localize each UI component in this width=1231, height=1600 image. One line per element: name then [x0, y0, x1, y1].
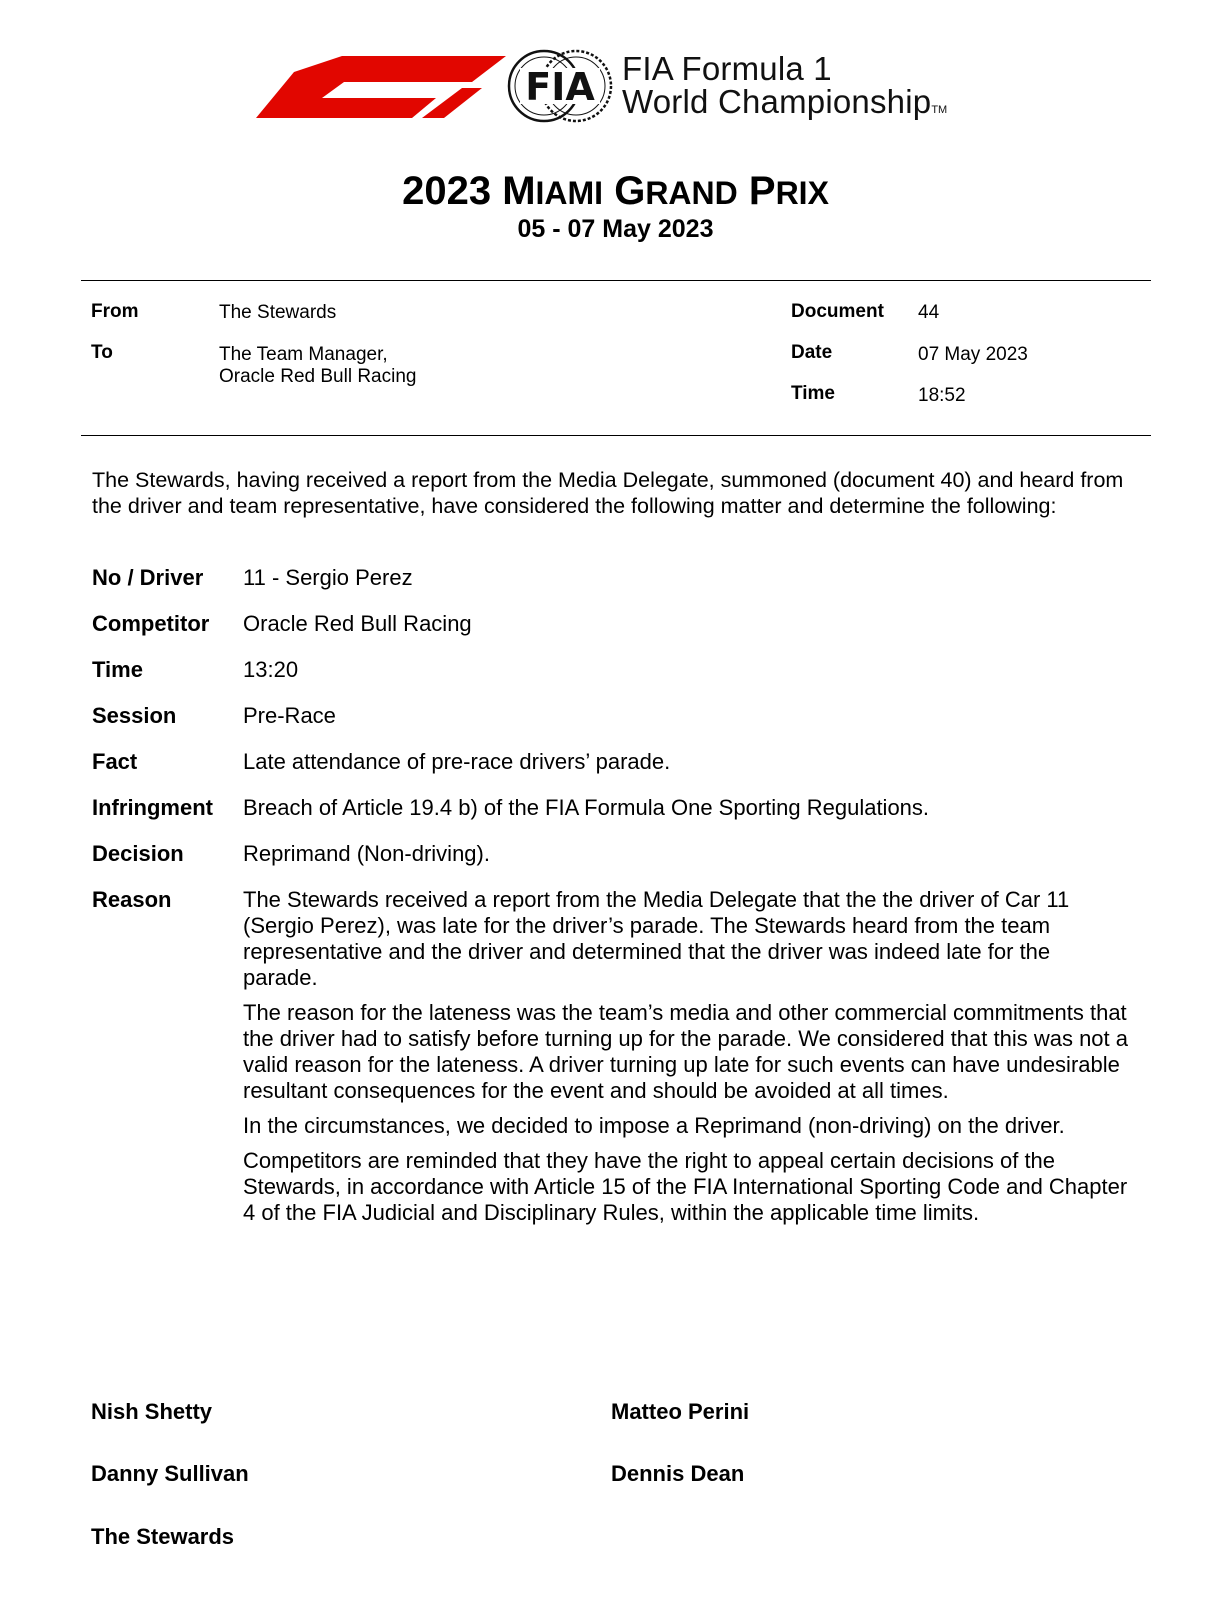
reason-paragraph: In the circumstances, we decided to impose a Reprimand (non-driving) on the driver.	[243, 1113, 1065, 1138]
time-value: 18:52	[918, 385, 966, 406]
decision-label: Decision	[92, 841, 184, 866]
divider-top	[81, 280, 1151, 281]
competitor-label: Competitor	[92, 611, 210, 636]
decision-value: Reprimand (Non-driving).	[243, 841, 490, 866]
steward-name: Matteo Perini	[611, 1399, 750, 1424]
session-value: Pre-Race	[243, 703, 336, 728]
fact-label: Fact	[92, 749, 138, 774]
driver-label: No / Driver	[92, 565, 204, 590]
date-label: Date	[791, 342, 833, 363]
time-label: Time	[791, 383, 836, 404]
f1-logo-icon	[256, 52, 506, 118]
competitor-value: Oracle Red Bull Racing	[243, 611, 472, 636]
championship-line1: FIA Formula 1	[622, 50, 832, 87]
to-value-line1: The Team Manager,	[219, 344, 388, 365]
svg-text:FIA: FIA	[525, 65, 595, 109]
session-label: Session	[92, 703, 177, 728]
from-label: From	[91, 301, 139, 322]
reason-paragraph: The reason for the lateness was the team’s media and other commercial commitments that the driver had to satisfy before turning up for the parade. We considered that this was not a valid reason for the lateness. A driver turning up late for such events can have undesirable resultant consequences for the event and should be avoided at all times.	[243, 1000, 1128, 1103]
signature-footer: The Stewards	[91, 1524, 235, 1549]
page-title: 2023 MIAMI GRAND PRIX	[402, 169, 829, 213]
infringement-value: Breach of Article 19.4 b) of the FIA Formula One Sporting Regulations.	[243, 795, 930, 820]
steward-name: Dennis Dean	[611, 1461, 745, 1486]
to-label: To	[91, 342, 113, 363]
infringement-label: Infringment	[92, 795, 213, 820]
incident-time-value: 13:20	[243, 657, 299, 682]
reason-text	[243, 887, 1128, 1235]
steward-name: Danny Sullivan	[91, 1461, 249, 1486]
trademark: TM	[931, 104, 948, 116]
steward-name: Nish Shetty	[91, 1399, 213, 1424]
to-value-line2: Oracle Red Bull Racing	[219, 366, 417, 387]
reason-paragraph: Competitors are reminded that they have the right to appeal certain decisions of the Stewards, in accordance with Article 15 of the FIA International Sporting Code and Chapter 4 of the FIA Judicial and Disciplinary Rules, within the applicable time limits.	[243, 1148, 1128, 1225]
reason-paragraph: The Stewards received a report from the Media Delegate that the the driver of Car 11 (Sergio Perez), was late for the driver’s parade. The Stewards heard from the team representative and the driver and determined that the driver was indeed late for the parade.	[243, 887, 1070, 990]
event-dates: 05 - 07 May 2023	[517, 215, 714, 243]
driver-value: 11 - Sergio Perez	[243, 565, 413, 590]
fact-value: Late attendance of pre-race drivers’ parade.	[243, 749, 671, 774]
championship-wordmark	[622, 52, 947, 127]
reason-label: Reason	[92, 887, 172, 912]
date-value: 07 May 2023	[918, 344, 1028, 365]
incident-time-label: Time	[92, 657, 143, 682]
document-value: 44	[918, 302, 940, 323]
header-logo	[256, 48, 996, 128]
divider-bottom	[81, 435, 1151, 436]
fia-seal-icon	[506, 48, 614, 124]
document-label: Document	[791, 301, 884, 322]
intro-paragraph: The Stewards, having received a report from the Media Delegate, summoned (document 40) and heard from the driver and team representative, have considered the following matter and determine the following:	[92, 468, 1124, 518]
championship-line2: World Championship	[622, 83, 932, 120]
from-value: The Stewards	[219, 302, 337, 323]
